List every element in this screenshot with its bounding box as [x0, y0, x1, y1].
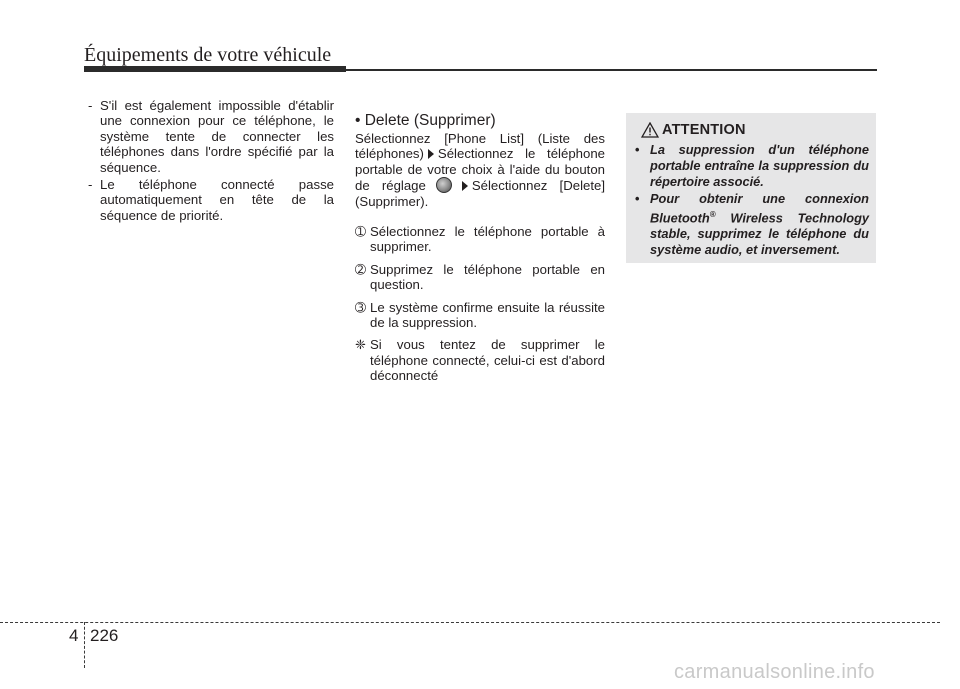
- chapter-number: 4: [69, 626, 79, 645]
- header-rule-thick: [84, 66, 346, 72]
- left-column: [88, 98, 334, 225]
- caution-item-text: La suppression d'un téléphone portable entraîne la suppression du répertoire associé.: [650, 142, 869, 189]
- bullet: •: [635, 191, 640, 206]
- footer-dashed-divider: [84, 622, 85, 668]
- caution-box: [626, 113, 876, 263]
- instruction-part-3: Sélectionnez [Delete] (Supprimer).: [355, 178, 606, 209]
- list-item: [88, 177, 334, 223]
- arrow-right-icon: [462, 181, 468, 191]
- list-item-text: Le téléphone connecté passe automatiquement en tête de la séquence de priorité.: [100, 177, 334, 223]
- caution-text-after: Wireless Technology stable, supprimez le téléphone du système audio, et inversement.: [650, 210, 869, 258]
- arrow-right-icon: [428, 149, 434, 159]
- caution-body: [635, 142, 869, 259]
- caution-item: [635, 191, 869, 258]
- watermark: carmanualsonline.info: [674, 661, 875, 683]
- dash-marker: -: [88, 98, 93, 113]
- instruction-part-2: Sélectionnez le téléphone portable de votre choix à l'aide du bouton de réglage: [355, 146, 605, 194]
- section-title: • Delete (Supprimer): [355, 112, 496, 129]
- warning-triangle-icon: [641, 122, 659, 138]
- tune-knob-icon: [436, 177, 452, 193]
- step-item: [355, 224, 605, 255]
- step-number: ➁: [355, 261, 367, 277]
- caution-item-text: [650, 191, 869, 258]
- caution-text-before: Pour obtenir une connexion Bluetooth: [650, 191, 869, 226]
- bullet: •: [635, 142, 640, 157]
- step-number: ➂: [355, 299, 367, 315]
- page-number: 226: [90, 626, 119, 645]
- registered-mark: ®: [709, 210, 716, 219]
- list-item-text: S'il est également impossible d'établir une connexion pour ce téléphone, le système tente de connecter les téléphones dans l'ordre spécifié par la séquence.: [100, 98, 334, 175]
- step-number: ➀: [355, 224, 367, 240]
- caution-item: [635, 142, 869, 190]
- step-text: Sélectionnez le téléphone portable à supprimer.: [370, 224, 605, 255]
- list-item: [88, 98, 334, 175]
- step-item: [355, 262, 605, 293]
- dash-marker: -: [88, 177, 93, 193]
- note-text: Si vous tentez de supprimer le téléphone connecté, celui-ci est d'abord déconnecté: [370, 337, 605, 384]
- step-text: Le système confirme ensuite la réussite de la suppression.: [370, 299, 605, 331]
- header-rule-thin: [346, 69, 877, 71]
- note-marker: ❈: [355, 337, 367, 353]
- step-item: [355, 300, 605, 331]
- instruction-paragraph: [355, 131, 605, 209]
- step-text: Supprimez le téléphone portable en question.: [370, 261, 605, 293]
- page-header-title: Équipements de votre véhicule: [84, 44, 332, 66]
- caution-title: ATTENTION: [662, 122, 746, 138]
- footer-dashed-rule: [0, 622, 940, 623]
- note-item: [355, 337, 605, 383]
- middle-column: [355, 112, 605, 391]
- instruction-part-1: Sélectionnez [Phone List] (Liste des téléphones): [355, 131, 605, 162]
